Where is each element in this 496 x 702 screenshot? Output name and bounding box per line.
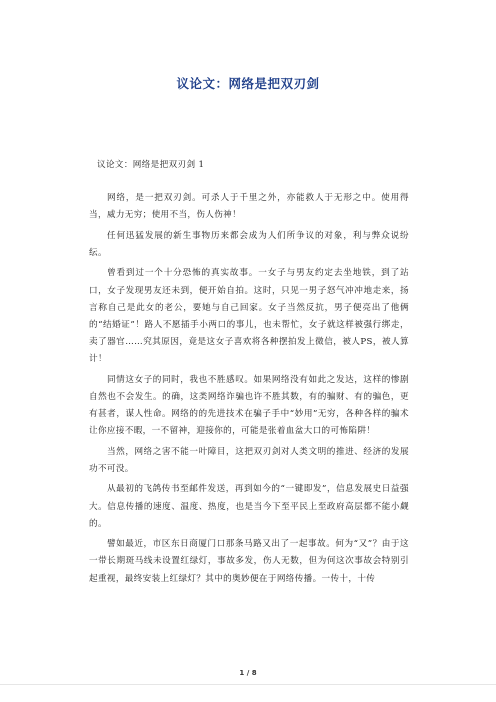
paragraph: 譬如最近，市区东日商厦门口那条马路又出了一起事故。何为“又”？由于这一带长期斑马线未设置红绿灯，事故多发，伤人无数，但为何这次事故会特别引起重视，最终安装上红绿灯？其中的奥妙便在于网络传播。一传十，十传 bbox=[89, 539, 409, 584]
document-subtitle: 议论文：网络是把双刃剑 1 bbox=[97, 160, 205, 170]
paragraph: 从最初的飞鸽传书至邮件发送，再到如今的“一键即发”，信息发展史日益强大。信息传播的速度、温度、热度，也是当今下至平民上至政府高层都不能小觑的。 bbox=[89, 484, 409, 529]
paragraph: 任何迅猛发展的新生事物历来都会成为人们所争议的对象，利与弊众说纷纭。 bbox=[89, 230, 409, 258]
document-title: 议论文：网络是把双刃剑 bbox=[176, 76, 320, 91]
paragraph: 曾看到过一个十分恐怖的真实故事。一女子与男友约定去坐地铁，到了站口，女子发现男友还未到，便开始自拍。这时，只见一男子怒气冲冲地走来，扬言称自己是此女的老公，要她与自己回家。女子当然反抗，男子便亮出了他俩的“结婚证”！路人不愿插手小两口的事儿，也未帮忙，女子就这样被强行绑走，卖了器官……究其原因，竟是这女子喜欢将各种摆拍发上微信，被人PS，被人算计！ bbox=[89, 268, 409, 365]
page-indicator: 1 / 8 bbox=[239, 669, 257, 677]
paragraph: 同情这女子的同时，我也不胜感叹。如果网络没有如此之发达，这样的惨剧自然也不会发生。的确，这类网络诈骗也许不胜其数，有的骗财、有的骗色，更有甚者，谋人性命。网络的的先进技术在骗子手中“妙用”无穷，各种各样的骗术让你应接不暇，一不留神，迎接你的，可能是张着血盆大口的可怖陷阱！ bbox=[89, 374, 409, 437]
paragraph: 网络，是一把双刃剑。可杀人于千里之外，亦能救人于无形之中。使用得当，威力无穷；使用不当，伤人伤神！ bbox=[89, 193, 409, 221]
document-body bbox=[89, 157, 409, 591]
paragraph: 当然，网络之害不能一叶障目，这把双刃剑对人类文明的推进、经济的发展功不可没。 bbox=[89, 446, 409, 474]
footer-divider bbox=[0, 684, 496, 685]
